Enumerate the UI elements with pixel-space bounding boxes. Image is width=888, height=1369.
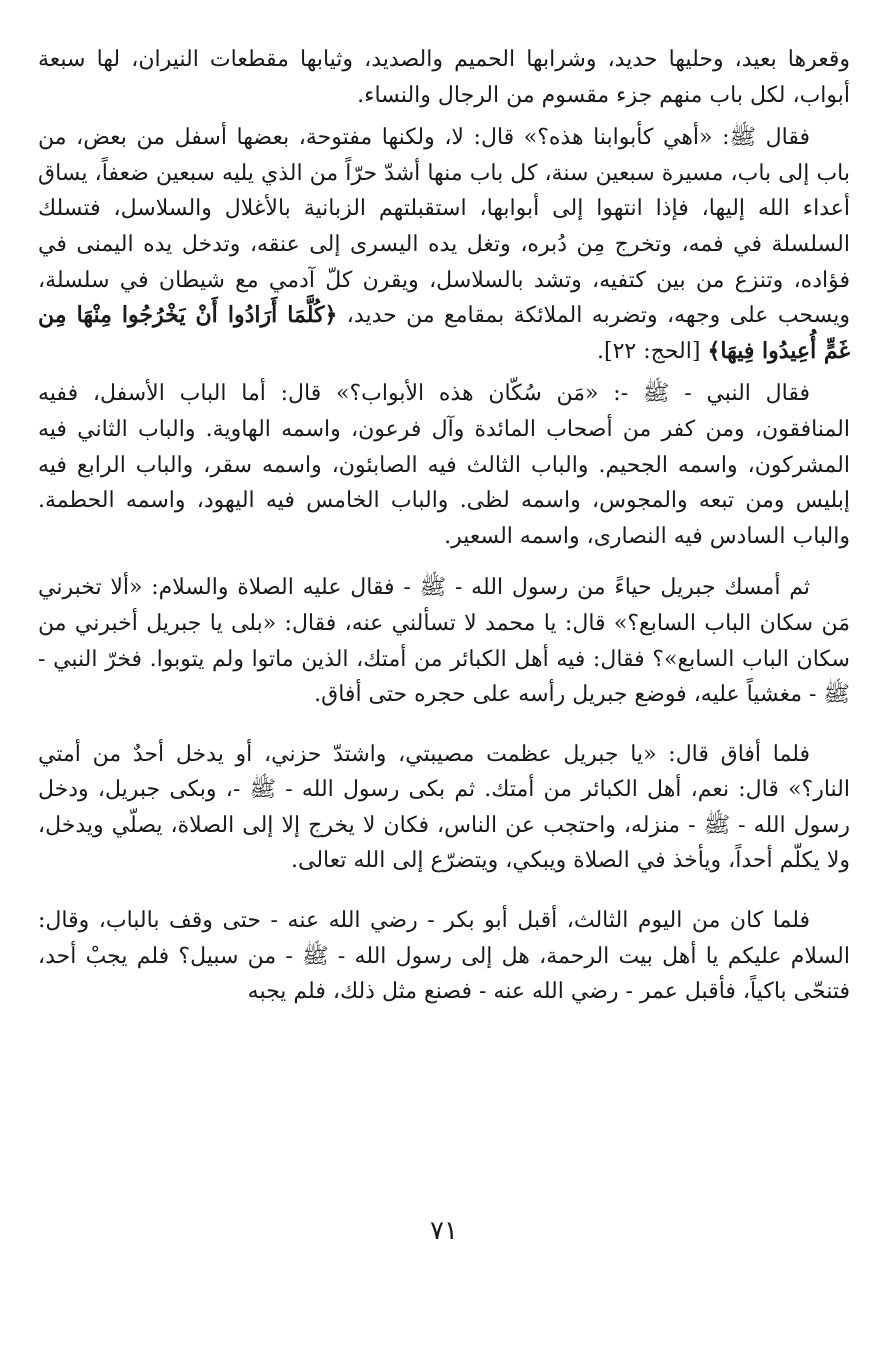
paragraph-5: فلما أفاق قال: «يا جبريل عظمت مصيبتي، واشتدّ حزني، أو يدخل أحدٌ من أمتي النار؟» قال: نعم، أهل الكبائر من أمتك. ثم بكى رسول الله - ﷺ -، وبكى جبريل، ودخل رسول الله - ﷺ - منزله، واحتجب عن الناس، فكان لا يخرج إلا إلى الصلاة، يصلّي ويدخل، ولا يكلّم أحداً، ويأخذ في الصلاة ويبكي، ويتضرّع إلى الله تعالى. (38, 741, 850, 874)
page-number: ٧١ (430, 1216, 458, 1246)
paragraph-1: وقعرها بعيد، وحليها حديد، وشرابها الحميم والصديد، وثيابها مقطعات النيران، لها سبعة أبواب، لكل باب منهم جزء مقسوم من الرجال والنساء. (38, 47, 850, 108)
paragraph-2 (38, 120, 850, 369)
paragraph-4: ثم أمسك جبريل حياءً من رسول الله - ﷺ - فقال عليه الصلاة والسلام: «ألا تخبرني مَن سكان الباب السابع؟» قال: يا محمد لا تسألني عنه، فقال: «بلى يا جبريل أخبرني من سكان الباب السابع»؟ فقال: فيه أهل الكبائر من أمتك، الذين ماتوا ولم يتوبوا. فخرّ النبي - ﷺ - مغشياً عليه، فوضع جبريل رأسه على حجره حتى أفاق. (38, 575, 850, 708)
verse-citation: [الحج: ٢٢]. (597, 338, 701, 364)
quran-verse: ﴿كُلَّمَا أَرَادُوا أَنْ يَخْرُجُوا مِنْهَا مِن غَمٍّ أُعِيدُوا فِيهَا﴾ (38, 302, 850, 364)
paragraph-6: فلما كان من اليوم الثالث، أقبل أبو بكر - رضي الله عنه - حتى وقف بالباب، وقال: السلام عليكم يا أهل بيت الرحمة، هل إلى رسول الله - ﷺ - من سبيل؟ فلم يجبْ أحد، فتنحّى باكياً، فأقبل عمر - رضي الله عنه - فصنع مثل ذلك، فلم يجبه (38, 908, 850, 1005)
page-text-block (38, 42, 850, 1010)
paragraph-2-text: فقال ﷺ: «أهي كأبوابنا هذه؟» قال: لا، ولكنها مفتوحة، بعضها أسفل من بعض، من باب إلى باب، مسيرة سبعين سنة، كل باب منها أشدّ حرّاً من الذي يليه سبعين ضعفاً، يساق أعداء الله إليها، فإذا انتهوا إلى أبوابها، استقبلتهم الزبانية بالأغلال والسلاسل، فتسلك السلسلة في فمه، وتخرج مِن دُبره، وتغل يده اليسرى إلى عنقه، وتدخل يده اليمنى في فؤاده، وتنزع من بين كتفيه، وتشد بالسلاسل، ويقرن كلّ آدمي مع شيطان في سلسلة، ويسحب على وجهه، وتضربه الملائكة بمقامع من حديد، (38, 125, 850, 329)
paragraph-3: فقال النبي - ﷺ -: «مَن سُكّان هذه الأبواب؟» قال: أما الباب الأسفل، ففيه المنافقون، ومن كفر من أصحاب المائدة وآل فرعون، واسمه الهاوية. والباب الثاني فيه المشركون، واسمه الجحيم. والباب الثالث فيه الصابئون، واسمه سقر، والباب الرابع فيه إبليس ومن تبعه والمجوس، واسمه لظى. والباب الخامس فيه اليهود، واسمه الحطمة. والباب السادس فيه النصارى، واسمه السعير. (38, 381, 850, 549)
